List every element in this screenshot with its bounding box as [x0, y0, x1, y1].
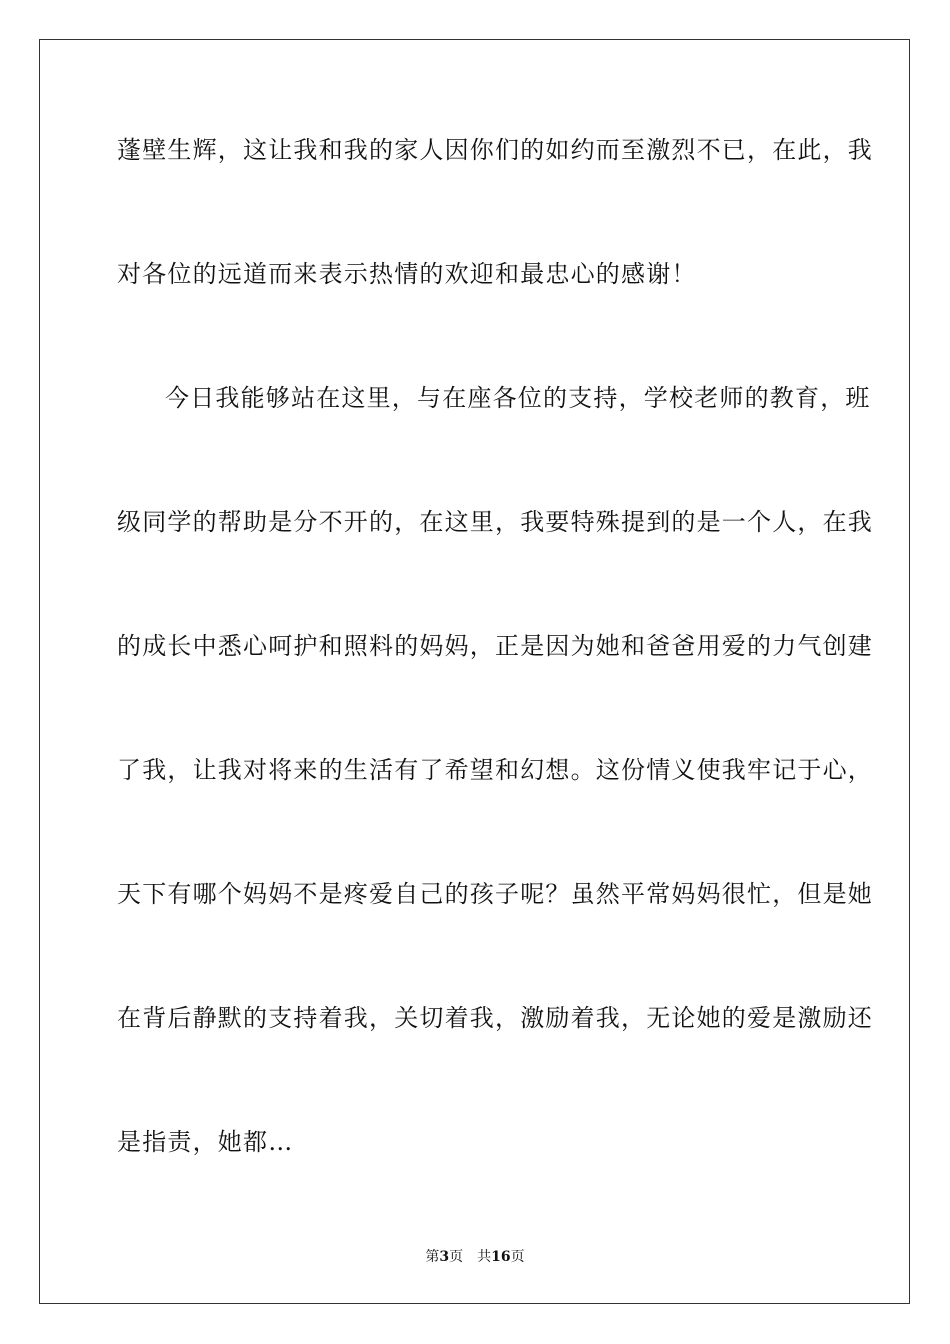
total-prefix: 共	[477, 1249, 492, 1265]
page-border	[39, 39, 910, 1304]
text-line-3: 今日我能够站在这里，与在座各位的支持，学校老师的教育，班	[165, 384, 871, 412]
text-line-8: 在背后静默的支持着我，关切着我，激励着我，无论她的爱是激励还	[117, 1004, 873, 1032]
text-line-7: 天下有哪个妈妈不是疼爱自己的孩子呢？虽然平常妈妈很忙，但是她	[117, 880, 873, 908]
page-number: 3	[439, 1249, 450, 1265]
text-line-6: 了我，让我对将来的生活有了希望和幻想。这份情义使我牢记于心，	[117, 756, 873, 784]
text-line-4: 级同学的帮助是分不开的，在这里，我要特殊提到的是一个人，在我	[117, 508, 873, 536]
total-suffix: 页	[510, 1249, 525, 1265]
text-line-9: 是指责，她都…	[117, 1128, 294, 1156]
text-line-2: 对各位的远道而来表示热情的欢迎和最忠心的感谢！	[117, 260, 697, 288]
text-line-5: 的成长中悉心呵护和照料的妈妈，正是因为她和爸爸用爱的力气创建	[117, 632, 873, 660]
page-footer	[0, 1248, 950, 1266]
total-pages: 16	[491, 1249, 511, 1265]
page-prefix: 第	[425, 1249, 440, 1265]
page-suffix: 页	[449, 1249, 464, 1265]
text-line-1: 蓬壁生辉，这让我和我的家人因你们的如约而至激烈不已，在此，我	[117, 136, 873, 164]
